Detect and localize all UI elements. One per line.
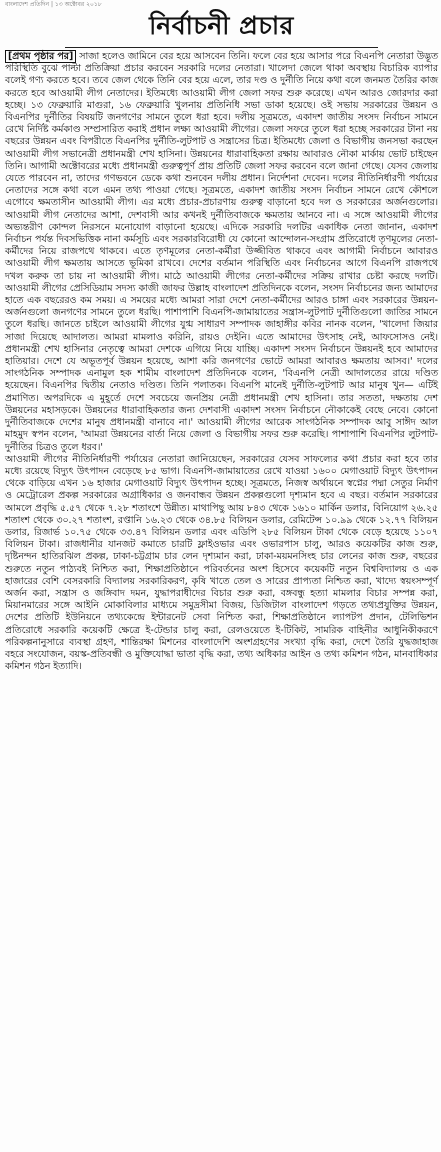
article-paragraph [5,50,438,454]
jump-label: [প্রথম পৃষ্ঠার পর] [5,50,76,63]
paragraph-text: সাজা হলেও জামিনে বের হয়ে আসবেন তিনি। ফলে বের হয়ে আসার পরে বিএনপি নেতারা উদ্ভূত পরিস্থিতি বুঝে পাল্টা প্রতিক্রিয়া প্রচার করবেন সরকারি দলের নেতারা। খালেদা জেলে থাকা অবস্থায় বিচারিক ব্যাপার বলেই গণ্য করতে হবে। তবে জেল থেকে তিনি বের হয়ে এলে, তার দণ্ড ও দুর্নীতি নিয়ে কথা বলে জনমত তৈরির কাজ করতে হবে আওয়ামী লীগ নেতাদের। ইতিমধ্যে আওয়ামী লীগ জেলা সফর শুরু করেছে। এখন আরও জোরদার করা হচ্ছে। ১৩ ফেব্রুয়ারি মাগুরা, ১৬ ফেব্রুয়ারি খুলনায় প্রতিনিধি সভা ডাকা হয়েছে। ওই সভায় সরকারের উন্নয়ন ও বিএনপির দুর্নীতির বিষয়টি জনগণের সামনে তুলে ধরা হবে। দলীয় সূত্রমতে, একাদশ জাতীয় সংসদ নির্বাচন সামনে রেখে নির্দিষ্ট কর্মকাণ্ড সম্প্রসারিত করাই প্রধান লক্ষ্য আওয়ামী লীগের। জেলা সফরে তুলে ধরা হচ্ছে সরকারের টানা নয় বছরের উন্নয়ন এবং বিপরীতে বিএনপির দুর্নীতি-লুটপাট ও সন্ত্রাসের চিত্র। ইতিমধ্যে জেলা ও বিভাগীয় জনসভা করছেন আওয়ামী লীগ সভানেত্রী প্রধানমন্ত্রী শেখ হাসিনা। উন্নয়নের ধারাবাহিকতা রক্ষায় আবারও নৌকা মার্কায় ভোট চাইছেন তিনি। আগামী অক্টোবরের মধ্যে প্রধানমন্ত্রী গুরুত্বপূর্ণ প্রায় প্রতিটি জেলা সফর করবেন বলে জানা গেছে। যেসব জেলায় যেতে পারবেন না, তাদের গণভবনে ডেকে কথা শুনবেন দলীয় প্রধান। নির্দেশনা দেবেন। দলের নীতিনির্ধারণী পর্যায়ের নেতাদের সঙ্গে কথা বলে এমন তথ্য পাওয়া গেছে। সূত্রমতে, একাদশ জাতীয় সংসদ নির্বাচন সামনে রেখে কৌশলে এগোবে ক্ষমতাসীন আওয়ামী লীগ। এর মধ্যে প্রচার-প্রচারণায় গুরুত্ব বাড়ানো হবে দল ও সরকারের অর্জনগুলোর। আওয়ামী লীগ নেতাদের আশা, দেশবাসী আর কখনই দুর্নীতিবাজকে ক্ষমতায় আনবে না। এ সঙ্গে আওয়ামী লীগের অভ্যন্তরীণ কোন্দল নিরসনে মনোযোগ বাড়ানো হয়েছে। এদিকে সরকারি দলটির একাধিক নেতা জানান, একাদশ নির্বাচন পর্যন্ত দিবসভিত্তিক নানা কর্মসূচি এবং সরকারবিরোধী যে কোনো আন্দোলন-সংগ্রাম প্রতিরোধে তৃণমূলের নেতা-কর্মীদের নিয়ে রাজপথে থাকবে। এতে তৃণমূলের নেতা-কর্মীরা উজ্জীবিত থাকবে এবং আগামী নির্বাচনে আবারও আওয়ামী লীগ ক্ষমতায় আসতে ভূমিকা রাখবে। দেশের বর্তমান পরিস্থিতি এবং নির্বাচনের আগে বিএনপি রাজপথে দখল করুক তা চায় না আওয়ামী লীগ। মাঠে আওয়ামী লীগের নেতা-কর্মীদের সক্রিয় রাখার চেষ্টা করছে দলটি। আওয়ামী লীগের প্রেসিডিয়াম সদস্য কাজী জাফর উল্লাহ বাংলাদেশ প্রতিদিনকে বলেন, সংসদ নির্বাচনের জন্য আমাদের হাতে এক বছরেরও কম সময়। এ সময়ের মধ্যে আমরা সারা দেশে নেতা-কর্মীদের আরও চাঙ্গা এবং সরকারের উন্নয়ন-অর্জনগুলো জনগণের সামনে তুলে ধরছি। পাশাপাশি বিএনপি-জামায়াতের সন্ত্রাস-লুটপাট দুর্নীতিগুলো জাতির সামনে তুলে ধরছি। জানতে চাইলে আওয়ামী লীগের যুগ্ম সাধারণ সম্পাদক জাহাঙ্গীর কবির নানক বলেন, 'খালেদা জিয়ার সাজা দিয়েছে আদালত। আমরা মামলাও করিনি, রায়ও দেইনি। এতে আমাদের উৎসাহ নেই, আফসোসও নেই। প্রধানমন্ত্রী শেখ হাসিনার নেতৃত্বে আমরা দেশকে এগিয়ে নিয়ে যাচ্ছি। একাদশ সংসদ নির্বাচনে উন্নয়নই হবে আমাদের হাতিয়ার। দেশে যে অভূতপূর্ব উন্নয়ন হয়েছে, আশা করি জনগণের ভোটে আমরা আবারও ক্ষমতায় আসব।' দলের সাংগঠনিক সম্পাদক এনামুল হক শামীম বাংলাদেশ প্রতিদিনকে বলেন, 'বিএনপি নেত্রী আদালতের রায়ে দণ্ডিত হয়েছেন। বিএনপির দ্বিতীয় নেতাও দণ্ডিত। তিনি পলাতক। বিএনপি মানেই দুর্নীতি-লুটপাট আর মানুষ খুন— এটিই প্রমাণিত। অপরদিকে এ মুহূর্তে দেশে সবচেয়ে জনপ্রিয় নেত্রী প্রধানমন্ত্রী শেখ হাসিনা। তার সততা, দক্ষতায় দেশ উন্নয়নের মহাসড়কে। উন্নয়নের ধারাবাহিকতার জন্য দেশবাসী একাদশ সংসদ নির্বাচনে নৌকাকেই বেছে নেবে। কোনো দুর্নীতিবাজকে দেশের মানুষ প্রধানমন্ত্রী বানাবে না।' আওয়ামী লীগের আরেক সাংগঠনিক সম্পাদক আবু সাঈদ আল মাহমুদ স্বপন বলেন, 'আমরা উন্নয়নের বার্তা নিয়ে জেলা ও বিভাগীয় সফর শুরু করেছি। পাশাপাশি বিএনপির লুটপাট-দুর্নীতির চিত্রও তুলে ধরব।' [5,51,438,453]
article-headline: নির্বাচনী প্রচার [65,9,378,48]
article-body [5,50,438,673]
running-head: বাংলাদেশ প্রতিদিন | ১৩ অক্টোবর ২০১৮ [5,1,102,8]
article-paragraph: আওয়ামী লীগের নীতিনির্ধারণী পর্যায়ের নেতারা জানিয়েছেন, সরকারের যেসব সাফল্যের কথা প্রচার করা হবে তার মধ্যে রয়েছে বিদ্যুৎ উৎপাদন বেড়েছে ৮৫ ভাগ। বিএনপি-জামায়াতের রেখে যাওয়া ১৬০০ মেগাওয়াট বিদ্যুৎ উৎপাদন থেকে বাড়িয়ে এখন ১৬ হাজার মেগাওয়াট বিদ্যুৎ উৎপাদন হচ্ছে। সূত্রমতে, নিজস্ব অর্থায়নে স্বপ্নের পদ্মা সেতুর নির্মাণ ও মেট্রোরেল প্রকল্প সরকারের অগ্রাধিকার ও জনবান্ধব উন্নয়ন প্রকল্পগুলো দৃশ্যমান হবে এ বছর। বর্তমান সরকারের আমলে প্রবৃদ্ধি ৫.৫৭ থেকে ৭.২৮ শতাংশে উন্নীত। মাথাপিছু আয় ৮৪৩ থেকে ১৬১০ মার্কিন ডলার, বিনিয়োগ ২৬.২৫ শতাংশ থেকে ৩০.২৭ শতাংশ, রপ্তানি ১৬.২৩ থেকে ৩৪.৮৫ বিলিয়ন ডলার, রেমিটেন্স ১০.৯৯ থেকে ১২.৭৭ বিলিয়ন ডলার, রিজার্ভ ১০.৭৫ থেকে ৩৩.৪৭ বিলিয়ন ডলার এবং এডিপি ২৮৫ বিলিয়ন টাকা থেকে বেড়ে হয়েছে ১১০৭ বিলিয়ন টাকা। রাজধানীর যানজট কমাতে চারটি ফ্লাইওভার এবং ওভারপাস চালু, আরও কয়েকটির কাজ শুরু, দৃষ্টিনন্দন হাতিরঝিল প্রকল্প, ঢাকা-চট্টগ্রাম চার লেন দৃশ্যমান করা, ঢাকা-ময়মনসিংহ চার লেনের কাজ শুরু, বছরের শুরুতে নতুন পাঠ্যবই নিশ্চিত করা, শিক্ষাপ্রতিষ্ঠানে পরিবর্তনের অংশ হিসেবে কয়েকটি নতুন বিশ্ববিদ্যালয় ও এক হাজারের বেশি বেসরকারি বিদ্যালয় সরকারিকরণ, কৃষি খাতে তেল ও সারের প্রাপ্যতা নিশ্চিত করা, খাদ্যে স্বয়ংসম্পূর্ণ অর্জন করা, সন্ত্রাস ও জঙ্গিবাদ দমন, যুদ্ধাপরাধীদের বিচার শুরু করা, বঙ্গবন্ধু হত্যা মামলার বিচার সম্পন্ন করা, মিয়ানমারের সঙ্গে আইনি মোকাবিলার মাধ্যমে সমুদ্রসীমা বিজয়, ডিজিটাল বাংলাদেশ গড়তে তথ্যপ্রযুক্তির উন্নয়ন, দেশের প্রতিটি ইউনিয়নে তথ্যকেন্দ্রে ইন্টারনেট সেবা নিশ্চিত করা, শিক্ষাপ্রতিষ্ঠানে ল্যাপটপ প্রদান, টেলিভিশন প্রতিরোধে সরকারি কয়েকটি ক্ষেত্রে ই-টেন্ডার চালু করা, রেলওয়েতে ই-টিকিট, সামরিক বাহিনীর আধুনিকীকরণে পরিকল্পনানুসারে ব্যবস্থা গ্রহণ, শান্তিরক্ষা মিশনের বাংলাদেশি অংশগ্রহণের সংখ্যা বৃদ্ধি করা, দেশে তৈরি যুদ্ধজাহাজ বহরে সংযোজন, বয়স্ক-প্রতিবন্ধী ও মুক্তিযোদ্ধা ভাতা বৃদ্ধি করা, তথ্য অধিকার আইন ও তথ্য কমিশন গঠন, মানবাধিকার কমিশন গঠন ইত্যাদি। [5,453,438,673]
